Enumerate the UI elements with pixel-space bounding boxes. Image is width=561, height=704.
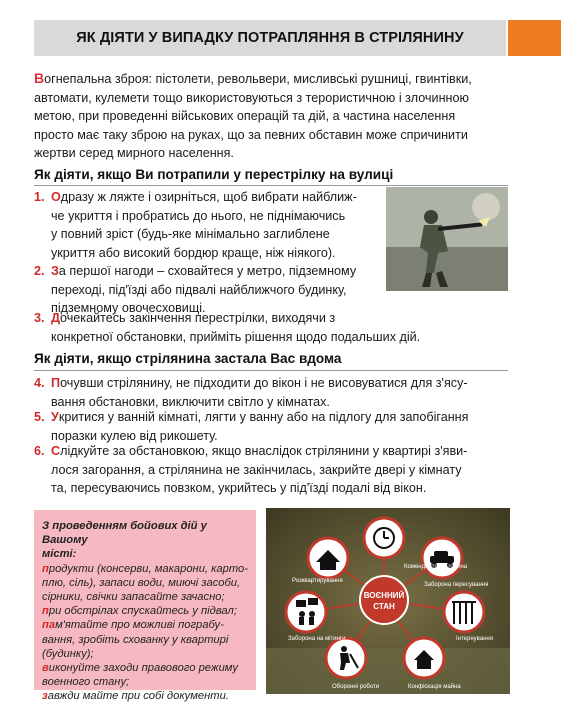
item-line: а першої нагоди – сховайтеся у метро, підземному	[58, 264, 357, 278]
center-label: ВОЄННИЙ	[363, 591, 405, 600]
tip-initial: з	[42, 690, 48, 703]
tip-line: авжди майте при собі документи.	[47, 690, 229, 703]
item-line: у повний зріст (будь-яке мінімально заглиблене	[51, 227, 330, 242]
intro-paragraph	[34, 69, 508, 163]
poster-label: Заборона пересування	[424, 582, 489, 588]
item-number: 4.	[34, 376, 45, 390]
poster-label: Розквартирування	[292, 578, 343, 584]
tip-line: иконуйте заходи правового режиму	[48, 662, 238, 675]
list-item	[34, 309, 508, 349]
intro-line: жертви серед мирного населення.	[34, 146, 234, 161]
divider	[34, 370, 508, 371]
poster-label: Інтернування	[456, 636, 493, 642]
page-title: ЯК ДІЯТИ У ВИПАДКУ ПОТРАПЛЯННЯ В СТРІЛЯНИНУ	[76, 30, 464, 46]
tip-initial: в	[42, 662, 49, 675]
tip-line: плю, сіль), запаси води, миючі засоби,	[42, 576, 241, 589]
item-number: 6.	[34, 444, 45, 458]
header-bar	[34, 20, 506, 56]
item-initial: П	[51, 376, 61, 390]
item-line: очекайтесь закінчення перестрілки, виходячи з	[59, 311, 336, 325]
defense-works-icon	[326, 638, 366, 678]
intro-line: просто має таку зброю на руках, що за певних обставин може спричинити	[34, 127, 468, 142]
item-initial: У	[51, 410, 59, 424]
poster-label: Оборонні роботи	[332, 684, 380, 690]
item-line: че укриття і пробратись до нього, не піднімаючись	[51, 208, 346, 223]
tip-line: м'ятайте про можливі пограбу-	[55, 619, 224, 632]
section-heading: Як діяти, якщо стрілянина застала Вас вдома	[34, 351, 342, 366]
tips-heading: З проведенням бойових дій у Вашому	[42, 520, 207, 547]
drop-letter: В	[34, 70, 45, 86]
confiscation-icon	[404, 638, 444, 678]
movement-ban-icon	[422, 538, 462, 578]
soldier-icon	[386, 187, 508, 291]
intro-line: метою, при проведенні військових операцій та дій, а частина населення	[34, 109, 456, 124]
list-item	[34, 188, 379, 268]
tip-initial: п	[42, 605, 49, 618]
tip-line: вання, зробіть схованку у квартирі	[42, 633, 229, 646]
item-number: 1.	[34, 190, 45, 204]
poster-label: Конфіскація майна	[408, 684, 461, 690]
intro-line: огнепальна зброя: пістолети, револьвери, мисливські рушниці, гвинтівки,	[44, 72, 472, 86]
tip-line: военного стану;	[42, 676, 130, 689]
curfew-icon	[364, 518, 404, 558]
item-number: 2.	[34, 264, 45, 278]
tip-initial: па	[42, 619, 56, 632]
poster-label: Комендантська година	[404, 564, 468, 570]
tip-line: сірники, свічки запасайте зачасно;	[42, 591, 225, 604]
item-line: дразу ж ляжте і озирніться, щоб вибрати найближ-	[60, 190, 357, 204]
item-line: та, пересуваючись повзком, укрийтесь у під'їзді подалі від вікон.	[51, 481, 427, 496]
item-line: лідкуйте за обстановкою, якщо внаслідок стрілянини у квартирі з'яви-	[60, 444, 468, 458]
martial-law-center	[360, 576, 408, 624]
item-initial: Д	[51, 311, 60, 325]
item-line: конкретної обстановки, прийміть рішення щодо подальших дій.	[51, 329, 421, 344]
item-initial: З	[51, 264, 59, 278]
item-line: вання обстановки, виключити світло у кімнатах.	[51, 394, 330, 409]
tip-line: родукти (консерви, макарони, карто-	[48, 562, 249, 575]
rally-ban-icon	[286, 592, 326, 632]
center-label: СТАН	[373, 602, 395, 611]
item-number: 3.	[34, 311, 45, 325]
section-heading: Як діяти, якщо Ви потрапили у перестрілку на вулиці	[34, 167, 394, 182]
item-line: поразки кулею від рикошету.	[51, 428, 218, 443]
item-initial: О	[51, 190, 61, 204]
item-line: очувши стрілянину, не підходити до вікон і не висовуватися для з'ясу-	[60, 376, 468, 390]
tip-line: (будинку);	[42, 647, 94, 660]
item-line: підземному овочесховищі.	[51, 301, 206, 316]
martial-law-poster	[266, 508, 510, 694]
item-initial: С	[51, 444, 61, 458]
poster-label: Заборона на мітинги	[288, 636, 346, 642]
tips-heading: місті:	[42, 548, 77, 561]
item-line: переході, під'їзді або підвалі найближчого будинку,	[51, 282, 347, 297]
list-item	[34, 442, 508, 500]
intro-line: автомати, кулемети тощо використовуються з терористичною і злочинною	[34, 90, 469, 105]
tips-box	[34, 510, 256, 703]
item-number: 5.	[34, 410, 45, 424]
soldier-photo	[386, 187, 508, 291]
item-line: лося загорання, а стрілянина не закінчилась, закрийте двері у кімнату	[51, 462, 462, 477]
internment-icon	[444, 592, 484, 632]
divider	[34, 185, 508, 186]
tip-initial: п	[42, 562, 49, 575]
tips-text	[42, 519, 248, 704]
tip-line: ри обстрілах спускайтесь у підвал;	[48, 605, 237, 618]
accent-block	[508, 20, 561, 56]
billeting-icon	[308, 538, 348, 578]
item-line: укриття або високий бордюр краще, ніж ніякого).	[51, 245, 336, 260]
item-line: критися у ванній кімнаті, лягти у ванну або на підлогу для запобігання	[58, 410, 469, 424]
